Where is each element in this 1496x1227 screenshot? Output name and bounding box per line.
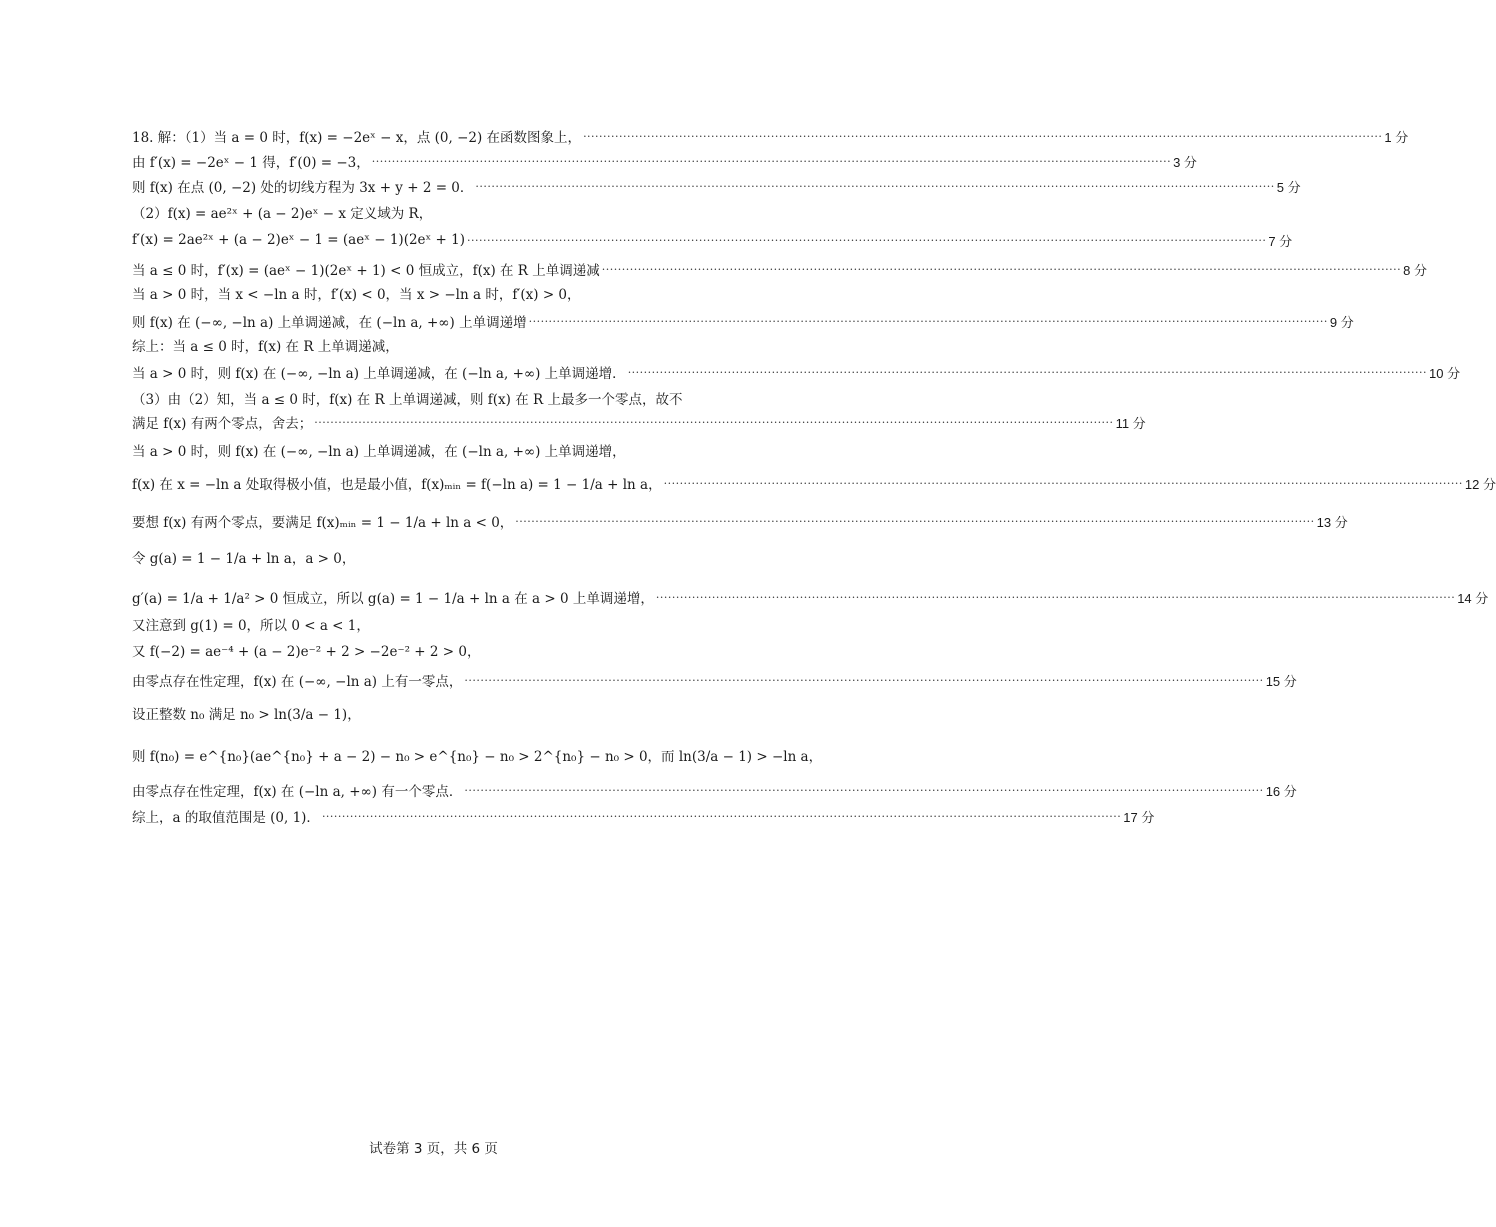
line-text: 当 a > 0 时，当 x < −ln a 时，f′(x) < 0，当 x > −ln a 时，f′(x) > 0，: [132, 287, 581, 303]
solution-line: [132, 504, 1348, 538]
line-text: g′(a) = 1/a + 1/a² > 0 恒成立，所以 g(a) = 1 − 1/a + ln a 在 a > 0 上单调递增，: [132, 591, 654, 607]
leader-dots: ········································································································································································································: [655, 590, 1456, 604]
leader-dots: ········································································································································································································: [627, 365, 1428, 379]
line-text: （3）由（2）知，当 a ≤ 0 时，f(x) 在 R 上单调递减，则 f(x) 在 R 上最多一个零点，故不: [132, 392, 683, 408]
line-text: 则 f(n₀) = e^{n₀}(ae^{n₀} + a − 2) − n₀ > e^{n₀} − n₀ > 2^{n₀} − n₀ > 0，而 ln(3/a − 1) > −ln a，: [132, 749, 823, 765]
solution-line: [132, 780, 1297, 800]
score-label: 10 分: [1429, 365, 1461, 381]
solution-line: [132, 386, 738, 410]
score-label: 8 分: [1403, 262, 1427, 278]
solution-line: [132, 335, 738, 355]
solution-line: [132, 806, 1155, 826]
leader-dots: ········································································································································································································: [583, 129, 1383, 143]
leader-dots: ········································································································································································································: [467, 233, 1267, 247]
line-text: 当 a ≤ 0 时，f′(x) = (aeˣ − 1)(2eˣ + 1) < 0 恒成立，f(x) 在 R 上单调递减: [132, 263, 600, 279]
score-label: 15 分: [1265, 673, 1297, 689]
solution-line: [132, 228, 1293, 252]
leader-dots: ········································································································································································································: [515, 514, 1315, 528]
score-label: 14 分: [1457, 590, 1489, 606]
solution-line: [132, 736, 823, 774]
solution-line: [132, 540, 738, 574]
score-label: 12 分: [1464, 476, 1496, 492]
solution-line: [132, 151, 1197, 171]
solution-line: [132, 176, 1301, 196]
score-label: 9 分: [1329, 314, 1354, 330]
leader-dots: ········································································································································································································: [528, 314, 1328, 328]
leader-dots: ········································································································································································································: [371, 154, 1172, 168]
line-text: 当 a > 0 时，则 f(x) 在 (−∞, −ln a) 上单调递减，在 (−ln a, +∞) 上单调递增．: [132, 366, 626, 382]
line-text: 设正整数 n₀ 满足 n₀ > ln(3/a − 1)，: [132, 707, 361, 723]
line-text: f′(x) = 2ae²ˣ + (a − 2)eˣ − 1 = (aeˣ − 1)(2eˣ + 1): [132, 232, 466, 248]
score-label: 17 分: [1123, 809, 1155, 825]
solution-line: [132, 694, 738, 732]
solution-line: [132, 126, 1409, 146]
score-label: 7 分: [1268, 233, 1293, 249]
line-text: 由零点存在性定理，f(x) 在 (−∞, −ln a) 上有一零点，: [132, 674, 463, 690]
solution-line: [132, 640, 738, 660]
line-text: 由 f′(x) = −2eˣ − 1 得，f′(0) = −3，: [132, 155, 370, 171]
solution-line: [132, 438, 738, 462]
solution-line: [132, 614, 738, 634]
leader-dots: ········································································································································································································: [475, 179, 1275, 193]
line-text: 当 a > 0 时，则 f(x) 在 (−∞, −ln a) 上单调递减，在 (−ln a, +∞) 上单调递增，: [132, 444, 626, 460]
line-text: f(x) 在 x = −ln a 处取得极小值，也是最小值，f(x)ₘᵢₙ = f(−ln a) = 1 − 1/a + ln a，: [132, 477, 662, 493]
score-label: 3 分: [1173, 154, 1197, 170]
line-text: 令 g(a) = 1 − 1/a + ln a，a > 0，: [132, 551, 356, 567]
leader-dots: ········································································································································································································: [601, 262, 1402, 276]
leader-dots: ········································································································································································································: [314, 415, 1114, 429]
line-text: （2）f(x) = ae²ˣ + (a − 2)eˣ − x 定义域为 R，: [132, 206, 433, 222]
line-text: 综上，a 的取值范围是 (0, 1)．: [132, 810, 320, 826]
score-label: 1 分: [1384, 129, 1409, 145]
leader-dots: ········································································································································································································: [663, 476, 1463, 490]
line-text: 则 f(x) 在 (−∞, −ln a) 上单调递减，在 (−ln a, +∞) 上单调递增: [132, 315, 527, 331]
solution-line: [132, 580, 1489, 614]
line-text: 则 f(x) 在点 (0, −2) 处的切线方程为 3x + y + 2 = 0．: [132, 180, 474, 196]
line-text: 又注意到 g(1) = 0，所以 0 < a < 1，: [132, 618, 370, 634]
page-footer: 试卷第 3 页，共 6 页: [369, 1141, 498, 1157]
score-label: 11 分: [1115, 415, 1146, 431]
score-label: 13 分: [1316, 514, 1348, 530]
score-label: 5 分: [1276, 179, 1301, 195]
solution-line: [132, 283, 738, 303]
leader-dots: ········································································································································································································: [464, 783, 1264, 797]
solution-line: [132, 412, 1146, 432]
line-text: 满足 f(x) 有两个零点，舍去；: [132, 416, 313, 432]
leader-dots: ········································································································································································································: [321, 809, 1122, 823]
solution-line: [132, 668, 1297, 692]
solution-line: [132, 309, 1354, 333]
solution-line: [132, 202, 738, 222]
line-text: 又 f(−2) = ae⁻⁴ + (a − 2)e⁻² + 2 > −2e⁻² + 2 > 0，: [132, 644, 481, 660]
solution-line: [132, 466, 1496, 500]
solution-line: [132, 257, 1427, 281]
line-text: 由零点存在性定理，f(x) 在 (−ln a, +∞) 有一个零点．: [132, 784, 463, 800]
line-text: 综上：当 a ≤ 0 时，f(x) 在 R 上单调递减，: [132, 339, 399, 355]
score-label: 16 分: [1265, 783, 1297, 799]
leader-dots: ········································································································································································································: [464, 673, 1264, 687]
solution-line: [132, 360, 1461, 384]
line-text: 要想 f(x) 有两个零点，要满足 f(x)ₘᵢₙ = 1 − 1/a + ln a < 0，: [132, 515, 514, 531]
line-text: 18. 解：（1）当 a = 0 时，f(x) = −2eˣ − x，点 (0, −2) 在函数图象上，: [132, 130, 582, 146]
